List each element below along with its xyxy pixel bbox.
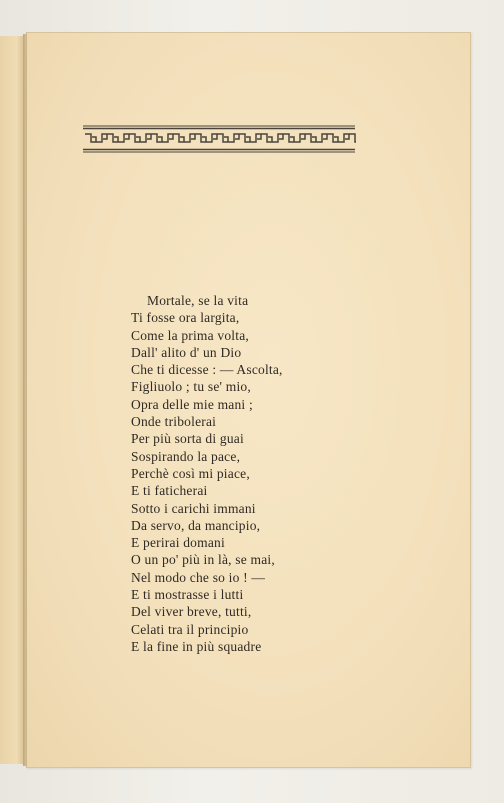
poem-line: Sospirando la pace, (131, 448, 241, 464)
poem-line: Onde tribolerai (131, 414, 217, 430)
poem-line: Perchè così mi piace, (131, 465, 250, 481)
poem-line: E perirai domani (131, 535, 225, 551)
poem-line: Opra delle mie mani ; (131, 396, 253, 412)
poem-line: Sotto i carichi immani (131, 500, 256, 516)
poem-line: Che ti dicesse : — Ascolta, (131, 362, 283, 378)
poem-line: Figliuolo ; tu se' mio, (131, 379, 251, 395)
poem-line: E ti faticherai (131, 483, 208, 499)
poem-line: O un po' più in là, se mai, (131, 552, 275, 568)
poem-line: E ti mostrasse i lutti (131, 587, 244, 603)
poem-line: Nel modo che so io ! — (131, 569, 266, 585)
poem-line: Da servo, da mancipio, (131, 517, 261, 533)
poem-line: Per più sorta di guai (131, 431, 244, 447)
poem-line: Del viver breve, tutti, (131, 604, 252, 620)
poem-line: Ti fosse ora largita, (131, 310, 240, 326)
left-page-edge (0, 36, 25, 764)
poem-line: Celati tra il principio (131, 621, 249, 637)
ornament-icon (82, 124, 356, 154)
poem-line: Dall' alito d' un Dio (131, 344, 242, 360)
poem-line: Come la prima volta, (131, 327, 249, 343)
poem-text (131, 292, 283, 655)
poem-line: E la fine in più squadre (131, 638, 262, 654)
poem-line: Mortale, se la vita (147, 293, 249, 308)
